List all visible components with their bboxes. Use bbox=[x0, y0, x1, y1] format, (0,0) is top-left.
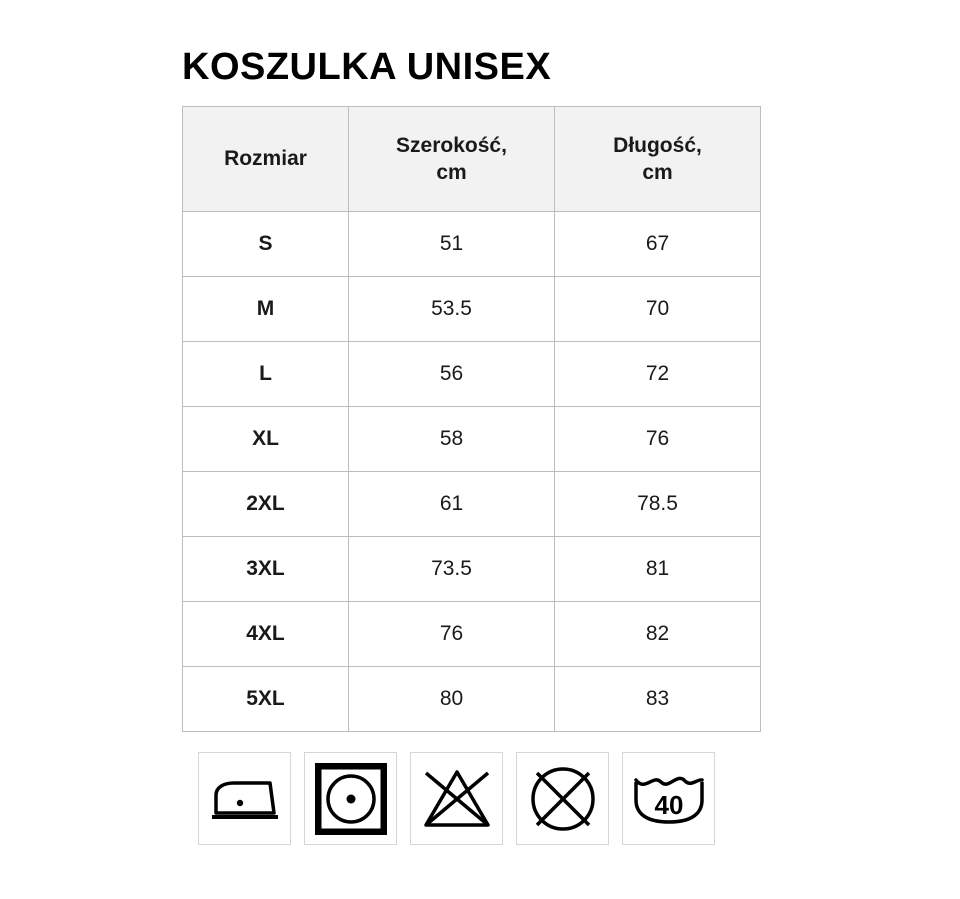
table-row bbox=[183, 342, 761, 407]
cell-size: XL bbox=[183, 407, 349, 472]
do-not-dry-clean-icon bbox=[528, 764, 598, 834]
cell-length: 78.5 bbox=[555, 472, 761, 537]
table-header-row bbox=[183, 107, 761, 212]
cell-width: 51 bbox=[349, 212, 555, 277]
column-header-length-line2: cm bbox=[642, 161, 673, 184]
tumble-dry-normal-icon bbox=[315, 763, 387, 835]
cell-width: 58 bbox=[349, 407, 555, 472]
care-symbol-wash-40 bbox=[622, 752, 715, 845]
care-symbols-row bbox=[198, 752, 715, 845]
cell-width: 53.5 bbox=[349, 277, 555, 342]
care-symbol-tumble-dry bbox=[304, 752, 397, 845]
table-row bbox=[183, 212, 761, 277]
cell-length: 82 bbox=[555, 602, 761, 667]
column-header-width bbox=[349, 107, 555, 212]
care-symbol-do-not-dry-clean bbox=[516, 752, 609, 845]
cell-length: 72 bbox=[555, 342, 761, 407]
cell-length: 81 bbox=[555, 537, 761, 602]
cell-length: 76 bbox=[555, 407, 761, 472]
cell-size: L bbox=[183, 342, 349, 407]
size-table bbox=[182, 106, 761, 732]
table-body bbox=[183, 212, 761, 732]
cell-length: 70 bbox=[555, 277, 761, 342]
table-row bbox=[183, 537, 761, 602]
do-not-bleach-icon bbox=[422, 767, 492, 831]
table-row bbox=[183, 667, 761, 732]
cell-length: 83 bbox=[555, 667, 761, 732]
page-title: KOSZULKA UNISEX bbox=[182, 46, 552, 88]
column-header-width-line1: Szerokość, bbox=[396, 133, 507, 157]
table-head bbox=[183, 107, 761, 212]
iron-one-dot-icon bbox=[210, 773, 280, 825]
column-header-size bbox=[183, 107, 349, 212]
cell-width: 56 bbox=[349, 342, 555, 407]
wash-temperature-label: 40 bbox=[654, 789, 683, 820]
cell-width: 76 bbox=[349, 602, 555, 667]
cell-width: 73.5 bbox=[349, 537, 555, 602]
cell-size: 2XL bbox=[183, 472, 349, 537]
column-header-length-line1: Długość, bbox=[613, 133, 702, 157]
column-header-width-line2: cm bbox=[436, 161, 467, 184]
cell-length: 67 bbox=[555, 212, 761, 277]
cell-size: S bbox=[183, 212, 349, 277]
cell-size: 3XL bbox=[183, 537, 349, 602]
care-symbol-do-not-bleach bbox=[410, 752, 503, 845]
cell-size: 4XL bbox=[183, 602, 349, 667]
column-header-size-line1: Rozmiar bbox=[224, 147, 307, 171]
cell-size: 5XL bbox=[183, 667, 349, 732]
wash-40-icon bbox=[631, 770, 707, 828]
table-row bbox=[183, 472, 761, 537]
cell-width: 80 bbox=[349, 667, 555, 732]
table-row bbox=[183, 602, 761, 667]
cell-width: 61 bbox=[349, 472, 555, 537]
care-symbol-iron bbox=[198, 752, 291, 845]
column-header-length bbox=[555, 107, 761, 212]
cell-size: M bbox=[183, 277, 349, 342]
table-row bbox=[183, 277, 761, 342]
table-row bbox=[183, 407, 761, 472]
